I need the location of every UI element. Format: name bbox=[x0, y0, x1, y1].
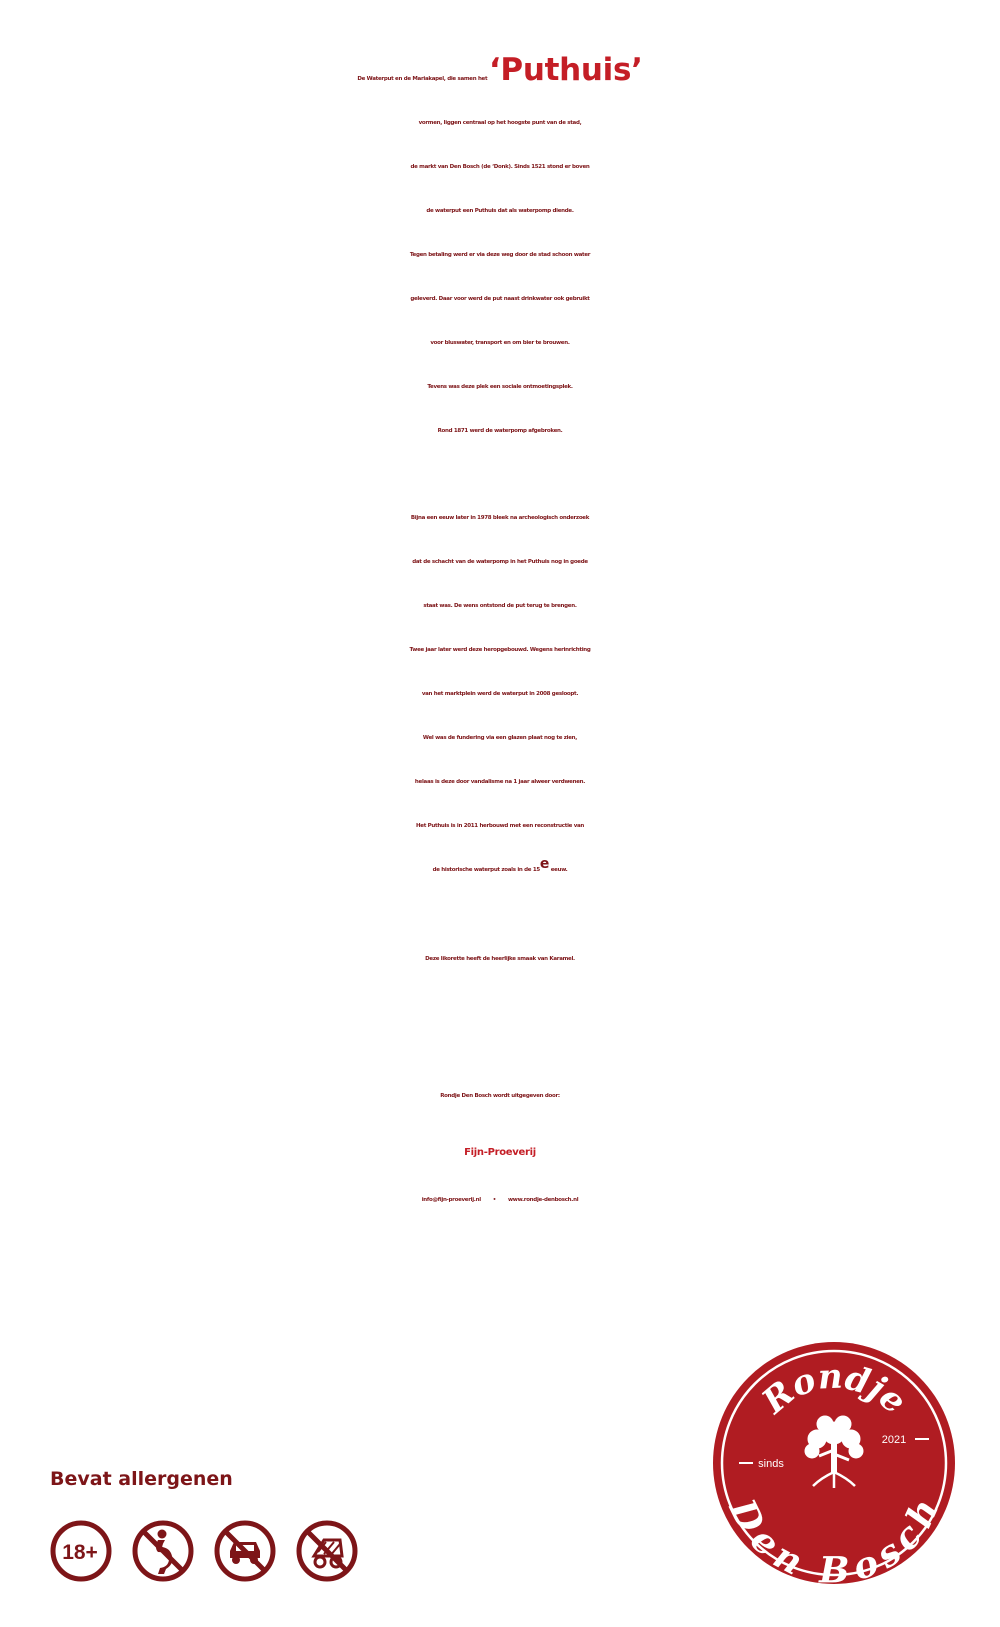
history-paragraph bbox=[0, 496, 1000, 892]
intro-line: geleverd. Daar voor werd de put naast drinkwater ook gebruikt bbox=[410, 296, 590, 302]
history-last-line: de historische waterput zoals in de 15e eeuw. bbox=[432, 856, 568, 873]
intro-line: Tegen betaling werd er via deze weg door de stad schoon water bbox=[409, 252, 591, 258]
svg-text:2021: 2021 bbox=[881, 1434, 907, 1446]
separator: • bbox=[492, 1197, 497, 1203]
brand-name: Fijn-Proeverij bbox=[464, 1147, 536, 1158]
rondje-den-bosch-logo bbox=[709, 1338, 959, 1588]
no-machinery-icon bbox=[296, 1520, 358, 1582]
intro-line-1: De Waterput en de Mariakapel, die samen het ‘Puthuis’ bbox=[357, 52, 643, 88]
publisher-intro: Rondje Den Bosch wordt uitgegeven door: bbox=[440, 1093, 560, 1099]
intro-line: de waterput een Puthuis dat als waterpomp diende. bbox=[426, 208, 574, 214]
puthuis-highlight: ‘Puthuis’ bbox=[488, 52, 643, 88]
history-line: Twee jaar later werd deze heropgebouwd. Wegens herinrichting bbox=[409, 647, 591, 653]
intro-line: vormen, liggen centraal op het hoogste punt van de stad, bbox=[418, 120, 582, 126]
history-line: Wel was de fundering via een glazen plaat nog te zien, bbox=[422, 735, 578, 741]
intro-line: voor bluswater, transport en om bier te brouwen. bbox=[430, 340, 570, 346]
intro-line: Rond 1871 werd de waterpomp afgebroken. bbox=[437, 428, 563, 434]
svg-text:sinds: sinds bbox=[758, 1458, 784, 1470]
intro-line: Tevens was deze plek een sociale ontmoetingsplek. bbox=[427, 384, 573, 390]
history-line: Bijna een eeuw later in 1978 bleek na archeologisch onderzoek bbox=[410, 515, 590, 521]
history-line: van het marktplein werd de waterput in 2008 gesloopt. bbox=[421, 691, 579, 697]
warning-icons bbox=[50, 1520, 358, 1582]
svg-text:18+: 18+ bbox=[62, 1541, 98, 1564]
history-line: helaas is deze door vandalisme na 1 jaar alweer verdwenen. bbox=[414, 779, 586, 785]
website-link[interactable]: www.rondje-denbosch.nl bbox=[508, 1197, 579, 1203]
email-link[interactable]: info@fijn-proeverij.nl bbox=[421, 1197, 481, 1203]
flavor-text: Deze likorette heeft de heerlijke smaak van Karamel. bbox=[425, 956, 575, 962]
contact-line bbox=[0, 1178, 1000, 1222]
svg-text:Den Bosch: Den Bosch bbox=[720, 1492, 948, 1588]
history-line: staat was. De wens ontstond de put terug te brengen. bbox=[423, 603, 577, 609]
age-18-plus-icon bbox=[50, 1520, 112, 1582]
intro-line: de markt van Den Bosch (de ‘Donk). Sinds 1521 stond er boven bbox=[410, 164, 590, 170]
no-driving-icon bbox=[214, 1520, 276, 1582]
intro-paragraph bbox=[0, 48, 1000, 453]
svg-text:Rondje: Rondje bbox=[754, 1356, 914, 1422]
history-line: Het Puthuis is in 2011 herbouwd met een reconstructie van bbox=[415, 823, 585, 829]
allergens-label: Bevat allergenen bbox=[50, 1468, 233, 1490]
no-pregnant-icon bbox=[132, 1520, 194, 1582]
history-line: dat de schacht van de waterpomp in het Puthuis nog in goede bbox=[412, 559, 588, 565]
